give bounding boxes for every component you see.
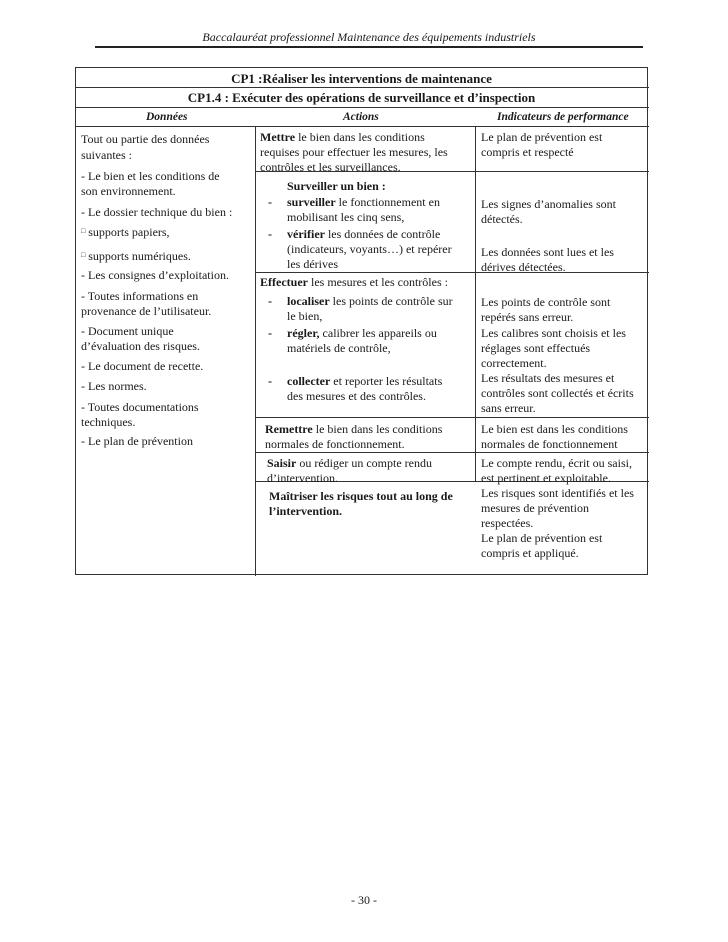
table-subtitle: CP1.4 : Exécuter des opérations de surveillance et d’inspection bbox=[187, 90, 536, 105]
action-text-line: d’intervention. bbox=[267, 471, 338, 485]
donnees-line: techniques. bbox=[81, 415, 136, 429]
indicator-line: Les points de contrôle sont bbox=[481, 295, 611, 309]
action-keyword: Remettre bbox=[265, 422, 313, 436]
table-title: CP1 :Réaliser les interventions de maintenance bbox=[231, 71, 492, 86]
action-keyword: surveiller bbox=[287, 195, 336, 209]
action-text: les mesures et les contrôles : bbox=[307, 275, 448, 289]
indicator-line: normales de fonctionnement bbox=[481, 437, 618, 451]
indicator-line: dérives détectées. bbox=[481, 260, 566, 274]
dash-bullet: - bbox=[268, 326, 272, 340]
indicator-line: compris et respecté bbox=[481, 145, 574, 159]
column-header-donnees: Données bbox=[146, 111, 188, 123]
action-regler bbox=[287, 326, 437, 341]
indicator-line: Les calibres sont choisis et les bbox=[481, 326, 626, 340]
row-divider-2 bbox=[256, 272, 649, 273]
subtitle-divider bbox=[76, 107, 649, 108]
action-text-line: les dérives bbox=[287, 257, 338, 271]
action-saisir bbox=[267, 456, 432, 471]
donnees-line: provenance de l’utilisateur. bbox=[81, 304, 212, 318]
action-keyword: régler, bbox=[287, 326, 320, 340]
action-text: et reporter les résultats bbox=[330, 374, 443, 388]
action-keyword: Effectuer bbox=[260, 275, 308, 289]
action-keyword: Mettre bbox=[260, 130, 296, 144]
action-text: les points de contrôle sur bbox=[329, 294, 453, 308]
donnees-line: supports papiers, bbox=[88, 225, 170, 239]
action-keyword: localiser bbox=[287, 294, 330, 308]
dash-bullet: - bbox=[268, 195, 272, 209]
dash-bullet: - bbox=[268, 294, 272, 308]
dash-bullet: - bbox=[268, 227, 272, 241]
indicator-line: Le plan de prévention est bbox=[481, 130, 603, 144]
donnees-line: Tout ou partie des données bbox=[81, 132, 210, 146]
donnees-line: son environnement. bbox=[81, 184, 176, 198]
action-mettre bbox=[260, 130, 425, 145]
header-rule bbox=[95, 46, 643, 48]
competence-table bbox=[75, 67, 648, 575]
action-text: les données de contrôle bbox=[324, 227, 441, 241]
title-divider bbox=[76, 87, 649, 88]
action-text-line: normales de fonctionnement. bbox=[265, 437, 405, 451]
action-text-line: des mesures et des contrôles. bbox=[287, 389, 426, 403]
square-bullet-icon: □ bbox=[81, 251, 86, 259]
action-keyword: Saisir bbox=[267, 456, 297, 470]
square-bullet-icon: □ bbox=[81, 227, 86, 235]
action-text-line: matériels de contrôle, bbox=[287, 341, 391, 355]
action-maitriser: Maîtriser les risques tout au long de bbox=[269, 489, 453, 503]
donnees-line: - Le document de recette. bbox=[81, 359, 204, 373]
donnees-line: - Le plan de prévention bbox=[81, 434, 193, 448]
donnees-line: - Les normes. bbox=[81, 379, 147, 393]
donnees-line: - Le bien et les conditions de bbox=[81, 169, 220, 183]
indicator-line: correctement. bbox=[481, 356, 547, 370]
action-collecter bbox=[287, 374, 442, 389]
action-text-line: le bien, bbox=[287, 309, 323, 323]
page-number: - 30 - bbox=[351, 893, 377, 907]
action-text-line: (indicateurs, voyants…) et repérer bbox=[287, 242, 452, 256]
donnees-line: - Les consignes d’exploitation. bbox=[81, 268, 229, 282]
column-divider-2 bbox=[475, 126, 476, 481]
running-header: Baccalauréat professionnel Maintenance des équipements industriels bbox=[202, 30, 536, 44]
indicator-line: compris et appliqué. bbox=[481, 546, 579, 560]
indicator-line: Les signes d’anomalies sont bbox=[481, 197, 616, 211]
donnees-bullet-item bbox=[81, 248, 191, 264]
action-text: le fonctionnement en bbox=[335, 195, 440, 209]
indicator-line: Le plan de prévention est bbox=[481, 531, 603, 545]
action-verifier bbox=[287, 227, 440, 242]
donnees-bullet-item bbox=[81, 224, 170, 240]
action-text-line: l’intervention. bbox=[269, 504, 342, 518]
donnees-line: supports numériques. bbox=[88, 249, 191, 263]
column-header-actions: Actions bbox=[343, 111, 379, 123]
action-localiser bbox=[287, 294, 453, 309]
donnees-line: suivantes : bbox=[81, 148, 132, 162]
column-divider-1 bbox=[255, 126, 256, 576]
indicator-line: Les résultats des mesures et bbox=[481, 371, 615, 385]
action-text-line: mobilisant les cinq sens, bbox=[287, 210, 405, 224]
indicator-line: est pertinent et exploitable. bbox=[481, 471, 611, 485]
action-text: le bien dans les conditions bbox=[295, 130, 425, 144]
donnees-line: - Toutes informations en bbox=[81, 289, 199, 303]
donnees-line: d’évaluation des risques. bbox=[81, 339, 200, 353]
donnees-line: - Le dossier technique du bien : bbox=[81, 205, 233, 219]
column-header-divider bbox=[76, 126, 649, 127]
indicator-line: Le bien est dans les conditions bbox=[481, 422, 628, 436]
indicator-line: repérés sans erreur. bbox=[481, 310, 574, 324]
indicator-line: détectés. bbox=[481, 212, 523, 226]
action-text: le bien dans les conditions bbox=[312, 422, 443, 436]
action-surveiller-title: Surveiller un bien : bbox=[287, 179, 386, 193]
action-keyword: vérifier bbox=[287, 227, 325, 241]
dash-bullet: - bbox=[268, 374, 272, 388]
column-header-indicateurs: Indicateurs de performance bbox=[497, 111, 629, 123]
indicator-line: Les risques sont identifiés et les bbox=[481, 486, 634, 500]
action-text-line: contrôles et les surveillances. bbox=[260, 160, 401, 174]
donnees-line: - Document unique bbox=[81, 324, 174, 338]
action-effectuer bbox=[260, 275, 448, 290]
row-divider-4 bbox=[256, 452, 649, 453]
indicator-line: réglages sont effectués bbox=[481, 341, 591, 355]
action-surveiller bbox=[287, 195, 440, 210]
action-text: calibrer les appareils ou bbox=[319, 326, 437, 340]
indicator-line: Les données sont lues et les bbox=[481, 245, 614, 259]
indicator-line: mesures de prévention bbox=[481, 501, 589, 515]
row-divider-3 bbox=[256, 417, 649, 418]
action-remettre bbox=[265, 422, 442, 437]
donnees-line: - Toutes documentations bbox=[81, 400, 199, 414]
indicator-line: Le compte rendu, écrit ou saisi, bbox=[481, 456, 632, 470]
indicator-line: respectées. bbox=[481, 516, 534, 530]
action-text-line: requises pour effectuer les mesures, les bbox=[260, 145, 448, 159]
indicator-line: contrôles sont collectés et écrits bbox=[481, 386, 634, 400]
indicator-line: sans erreur. bbox=[481, 401, 536, 415]
action-text: ou rédiger un compte rendu bbox=[296, 456, 432, 470]
action-keyword: collecter bbox=[287, 374, 331, 388]
